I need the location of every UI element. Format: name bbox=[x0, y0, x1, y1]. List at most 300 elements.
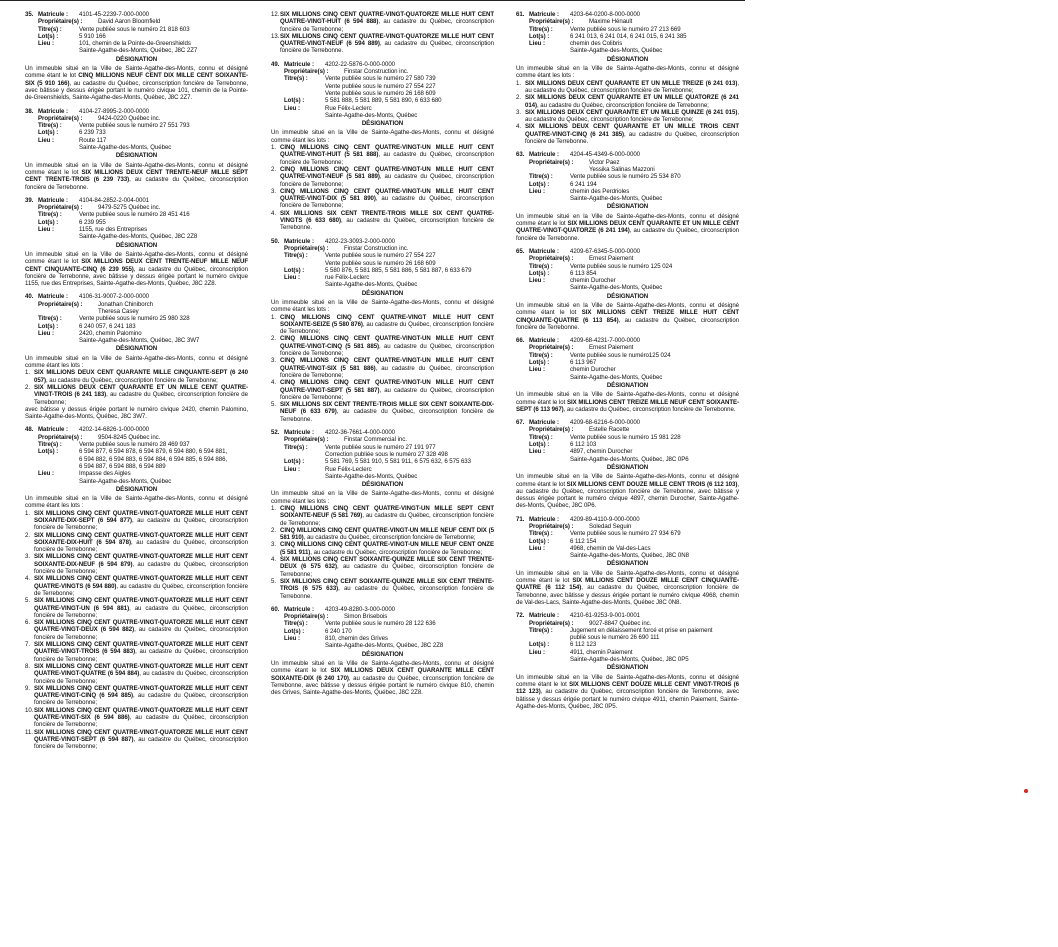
title-row bbox=[271, 260, 494, 267]
designation-heading: DÉSIGNATION bbox=[115, 485, 158, 493]
lot-cadastre: , au cadastre du Québec, circonscription foncière de Terrebonne; bbox=[525, 79, 739, 94]
lot-designation: SIX MILLIONS DEUX CENT QUARANTE MILLE CENT SOIXANTE-DIX (6 240 170) bbox=[271, 667, 494, 682]
matricule-value: 4202-22-5876-0-000-0000 bbox=[325, 60, 395, 68]
lot-cadastre: , au cadastre du Québec, circonscription foncière de Terrebonne. bbox=[280, 408, 494, 423]
owner-value: Theresa Casey bbox=[98, 307, 139, 315]
lot-cadastre: , au cadastre du Québec, circonscription foncière de Terrebonne; bbox=[310, 548, 483, 556]
lot-item-text bbox=[525, 123, 739, 145]
lot-cadastre: , au cadastre du Québec, circonscription foncière de Terrebonne; bbox=[34, 582, 248, 597]
matricule-row bbox=[516, 516, 739, 523]
field-label: Propriétaire(s) : bbox=[529, 344, 574, 352]
field-value: 6 241 194 bbox=[570, 180, 597, 188]
lot-item-number: 3. bbox=[271, 187, 276, 195]
lot-item bbox=[25, 553, 248, 575]
field-label: Lot(s) : bbox=[284, 458, 305, 466]
field-label: Matricule : bbox=[529, 515, 559, 523]
lot-item bbox=[25, 619, 248, 641]
matricule-value: 4204-45-4349-6-000-0000 bbox=[570, 151, 640, 159]
lot-item-number: 2. bbox=[516, 94, 521, 102]
field-label: Propriétaire(s) : bbox=[529, 523, 574, 530]
place-row bbox=[516, 456, 739, 463]
lot-item bbox=[271, 379, 494, 401]
designation-phrase: Un immeuble situé en la Ville de Sainte-Agathe-des-Monts, connu et désigné comme étant le lot bbox=[516, 673, 739, 688]
place-row bbox=[516, 47, 739, 54]
lot-cadastre: , au cadastre du Québec, circonscription foncière de Terrebonne; bbox=[280, 512, 494, 527]
field-label: Lieu : bbox=[284, 635, 300, 643]
title-row bbox=[516, 173, 739, 180]
designation-heading: DÉSIGNATION bbox=[115, 152, 158, 160]
entry-number: 60. bbox=[271, 605, 280, 613]
owner-row bbox=[25, 115, 248, 122]
matricule-value: 4210-61-9253-9-001-0001 bbox=[570, 612, 640, 620]
matricule-value: 4101-45-2239-7-000-0000 bbox=[79, 11, 149, 18]
field-value: 2420, chemin Palomino bbox=[79, 329, 142, 337]
lot-cadastre: , au cadastre du Québec, circonscription foncière de Terrebonne; bbox=[280, 320, 494, 336]
matricule-row bbox=[516, 419, 739, 426]
lot-item-text bbox=[280, 210, 494, 232]
lot-designation: SIX MILLIONS DEUX CENT QUARANTE ET UN MILLE TROIS CENT QUATRE-VINGT-CINQ (6 241 385) bbox=[525, 123, 739, 138]
lot-item-text bbox=[34, 575, 248, 597]
matricule-value: 4203-49-8280-3-000-0000 bbox=[325, 605, 395, 613]
field-value: Vente publiée sous le numéro 27 934 679 bbox=[570, 530, 681, 538]
owner-row bbox=[25, 308, 248, 315]
owner-value: Soledad Seguin bbox=[589, 523, 632, 530]
place-row bbox=[516, 366, 739, 373]
lot-cadastre: , au cadastre du Québec, circonscription foncière de Terrebonne; bbox=[46, 376, 218, 384]
lot-item-text bbox=[280, 335, 494, 357]
lot-item-number: 3. bbox=[271, 541, 276, 549]
column-1 bbox=[25, 11, 248, 757]
field-label: Lot(s) : bbox=[38, 32, 59, 40]
field-value: Vente publiée sous le numéro 27 554 227 bbox=[325, 82, 436, 90]
owner-value: Finstar Construction inc. bbox=[344, 68, 409, 76]
designation-phrase: Un immeuble situé en la Ville de Sainte-Agathe-des-Monts, connu et désigné comme étant le lot bbox=[516, 569, 739, 585]
lots-row bbox=[25, 219, 248, 226]
notice-entry bbox=[271, 238, 494, 423]
designation-heading: DÉSIGNATION bbox=[606, 463, 649, 471]
field-label: Matricule : bbox=[284, 429, 314, 437]
lot-designation: SIX MILLIONS CENT DOUZE MILLE CENT CINQUANTE-QUATRE (6 112 154) bbox=[516, 577, 739, 592]
designation-phrase: Un immeuble situé en la Ville de Sainte-Agathe-des-Monts, connu et désigné comme étant le lot bbox=[25, 161, 248, 176]
matricule-row bbox=[271, 238, 494, 245]
lot-item bbox=[25, 641, 248, 663]
title-row bbox=[271, 620, 494, 627]
lot-cadastre: , au cadastre du Québec, circonscription foncière de Terrebonne; bbox=[280, 342, 494, 358]
field-label: Lieu : bbox=[38, 136, 54, 144]
lot-designation: CINQ MILLIONS CINQ CENT QUATRE-VINGT-UN MILLE NEUF CENT ONZE (5 581 911) bbox=[280, 541, 494, 556]
field-value: Rue Félix-Leclerc bbox=[325, 104, 372, 112]
designation-phrase: Un immeuble situé en la Ville de Sainte-Agathe-des-Monts, connu et désigné comme étant le lot bbox=[271, 659, 494, 675]
owner-value: Victor Paez bbox=[589, 158, 620, 166]
field-value: 6 112 154 bbox=[570, 537, 597, 545]
lot-item-text bbox=[280, 401, 494, 423]
field-label: Titre(s) : bbox=[529, 25, 553, 33]
notice-entry bbox=[516, 419, 739, 510]
field-value: Route 117 bbox=[79, 136, 107, 144]
field-label: Propriétaire(s) : bbox=[529, 619, 574, 627]
title-row bbox=[25, 211, 248, 218]
place-row bbox=[25, 144, 248, 151]
field-label: Lieu : bbox=[529, 277, 545, 285]
lot-cadastre: , au cadastre du Québec, circonscription foncière de Terrebonne; bbox=[34, 648, 248, 663]
lot-designation: SIX MILLIONS CINQ CENT QUATRE-VINGT-QUATORZE MILLE HUIT CENT QUATRE-VINGT-SEPT (6 594 887) bbox=[34, 728, 248, 743]
field-value: 6 240 057, 6 241 183 bbox=[79, 322, 136, 330]
designation-text bbox=[271, 129, 494, 144]
field-value: Sainte-Agathe-des-Monts, Québec bbox=[79, 477, 172, 485]
lot-item bbox=[516, 94, 739, 109]
lot-designation: SIX MILLIONS DEUX CENT QUARANTE ET UN MILLE CENT QUATRE-VINGT-QUATORZE (6 241 194) bbox=[516, 220, 739, 235]
lot-item bbox=[271, 314, 494, 336]
lot-item-number: 4. bbox=[516, 123, 521, 131]
lot-item-text bbox=[280, 11, 494, 33]
place-row bbox=[516, 374, 739, 381]
field-value: Vente publiée sous le numéro 28 451 416 bbox=[79, 211, 190, 219]
continued-lots bbox=[271, 11, 494, 55]
field-label: Titre(s) : bbox=[38, 315, 62, 323]
matricule-value: 4209-89-4110-9-000-0000 bbox=[570, 515, 640, 523]
lot-item bbox=[516, 80, 739, 95]
field-value: 4897, chemin Durocher bbox=[570, 448, 633, 456]
lot-item-number: 4. bbox=[271, 209, 276, 217]
lot-list bbox=[271, 314, 494, 423]
lot-cadastre: , au cadastre du Québec, circonscription foncière de Terrebonne; bbox=[280, 18, 494, 33]
designation-heading: DÉSIGNATION bbox=[361, 289, 404, 297]
field-value: Vente publiée sous le numéro 27 213 669 bbox=[570, 25, 681, 33]
lot-item-number: 1. bbox=[271, 144, 276, 152]
title-row bbox=[271, 444, 494, 451]
field-value: chemin des Colibris bbox=[570, 40, 623, 48]
notice-entry bbox=[271, 61, 494, 232]
field-value: Vente publiée sous le numéro 26 168 609 bbox=[325, 259, 436, 267]
matricule-value: 4106-31-9007-2-000-0000 bbox=[79, 293, 149, 301]
owner-row bbox=[516, 255, 739, 262]
field-value: Vente publiée sous le numéro 21 818 603 bbox=[79, 25, 190, 33]
field-label: Lieu : bbox=[284, 465, 300, 473]
field-label: Propriétaire(s) : bbox=[38, 433, 83, 441]
lots-row bbox=[25, 456, 248, 463]
lot-item bbox=[25, 597, 248, 619]
lot-item-number: 12. bbox=[271, 11, 280, 18]
lot-item-number: 2. bbox=[25, 531, 30, 539]
lot-cadastre: , au cadastre du Québec, circonscription foncière de Terrebonne; bbox=[34, 391, 248, 406]
notice-entry bbox=[516, 11, 739, 145]
owner-value: Finstar Commercial inc. bbox=[344, 436, 407, 444]
place-row bbox=[516, 195, 739, 202]
designation-heading: DÉSIGNATION bbox=[606, 203, 649, 211]
lot-item bbox=[271, 210, 494, 232]
designation-phrase: , au cadastre du Québec, circonscription foncière de Terrebonne, avec bâtisse y dessus érigée portant le numéro civique 810, chemin des Grives, Sainte-Agathe-des-Monts, Québec, J8C 2Z8. bbox=[271, 674, 494, 697]
lot-item bbox=[516, 109, 739, 124]
field-label: Titre(s) : bbox=[529, 626, 553, 634]
lot-item bbox=[25, 685, 248, 707]
field-value: 6 113 967 bbox=[570, 359, 597, 367]
place-row bbox=[271, 473, 494, 480]
designation-phrase: , au cadastre du Québec, circonscription foncière de Terrebonne, avec bâtisse y dessus érigée portant le numéro civique 4968, chemin de Val-des-Lacs, Sainte-Agathe-des-Monts, Québec J8C 0N8. bbox=[516, 584, 739, 606]
field-label: Matricule : bbox=[284, 237, 314, 245]
field-label: Lieu : bbox=[38, 226, 54, 234]
lot-item bbox=[271, 144, 494, 166]
entry-number: 38. bbox=[25, 107, 34, 115]
place-row bbox=[25, 330, 248, 337]
lot-item bbox=[25, 369, 248, 384]
entry-number: 71. bbox=[516, 515, 525, 523]
lot-designation: CINQ MILLIONS CINQ CENT QUATRE-VINGT-UN MILLE HUIT CENT QUATRE-VINGT-CINQ (5 581 885) bbox=[280, 335, 494, 350]
matricule-row bbox=[271, 61, 494, 68]
lot-item bbox=[25, 729, 248, 751]
matricule-row bbox=[516, 612, 739, 619]
designation-text bbox=[516, 570, 739, 606]
field-value: chemin Durocher bbox=[570, 277, 616, 285]
designation-phrase: , au cadastre du Québec, circonscription foncière de Terrebonne, avec bâtisse y dessus érigée portant le numéro civique 4897, chemin Durocher, Sainte-Agathe-des-Monts, Québec, J8C 0P6. bbox=[516, 480, 739, 510]
lot-item-text bbox=[34, 707, 248, 729]
field-value: Impasse des Aigles bbox=[79, 470, 131, 478]
lot-item-number: 3. bbox=[25, 553, 30, 561]
entry-number: 35. bbox=[25, 11, 34, 18]
field-value: Sainte-Agathe-des-Monts, Québec bbox=[570, 284, 663, 292]
field-value: 810, chemin des Grives bbox=[325, 635, 388, 643]
owner-value: 9027-8847 Québec inc. bbox=[589, 619, 652, 627]
lots-row bbox=[271, 267, 494, 274]
owner-row bbox=[516, 523, 739, 530]
title-row bbox=[516, 352, 739, 359]
lot-item-number: 8. bbox=[25, 662, 30, 670]
field-label: Titre(s) : bbox=[284, 252, 308, 260]
matricule-row bbox=[25, 11, 248, 18]
lot-cadastre: , au cadastre du Québec, circonscription foncière de Terrebonne; bbox=[537, 101, 709, 109]
entry-number: 48. bbox=[25, 426, 34, 434]
lot-cadastre: , au cadastre du Québec, circonscription foncière de Terrebonne. bbox=[280, 217, 494, 232]
field-label: Propriétaire(s) : bbox=[38, 204, 83, 212]
entry-number: 49. bbox=[271, 60, 280, 68]
entry-number: 50. bbox=[271, 237, 280, 245]
lot-item bbox=[516, 123, 739, 145]
place-row bbox=[516, 552, 739, 559]
place-row bbox=[271, 635, 494, 642]
field-value: Jugement en délaissement forcé et prise en paiement bbox=[570, 626, 713, 634]
lot-cadastre: , au cadastre du Québec, circonscription foncière de Terrebonne; bbox=[280, 364, 494, 379]
field-label: Propriétaire(s) : bbox=[529, 255, 574, 263]
field-value: Vente publiée sous le numéro 27 191 977 bbox=[325, 443, 436, 451]
field-label: Lieu : bbox=[529, 40, 545, 48]
place-row bbox=[271, 466, 494, 473]
field-value: rue Félix-Leclerc bbox=[325, 274, 370, 282]
lot-item-number: 4. bbox=[25, 575, 30, 583]
lot-cadastre: , au cadastre du Québec, circonscription foncière de Terrebonne; bbox=[34, 692, 248, 707]
lot-item-text bbox=[34, 597, 248, 619]
owner-row bbox=[516, 620, 739, 627]
lot-cadastre: , au cadastre du Québec, circonscription foncière de Terrebonne; bbox=[34, 517, 248, 532]
notice-entry bbox=[516, 151, 739, 242]
owner-value: Ernest Paiement bbox=[589, 344, 634, 352]
lot-list bbox=[25, 510, 248, 751]
field-label: Titre(s) : bbox=[284, 620, 308, 628]
matricule-value: 4209-68-4231-7-000-0000 bbox=[570, 337, 640, 345]
lot-designation: SIX MILLIONS DEUX CENT QUARANTE ET UN MILLE QUATORZE (6 241 014) bbox=[525, 94, 739, 109]
lot-designation: SIX MILLIONS SIX CENT TRENTE-TROIS MILLE SIX CENT SOIXANTE-DIX-NEUF (6 633 679) bbox=[280, 401, 494, 416]
place-row bbox=[516, 656, 739, 663]
lot-item-text bbox=[280, 314, 494, 336]
field-value: 4968, chemin de Val-des-Lacs bbox=[570, 544, 651, 552]
field-value: Rue Félix-Leclerc bbox=[325, 465, 372, 473]
field-label: Lot(s) : bbox=[529, 32, 550, 40]
entry-number: 61. bbox=[516, 11, 525, 18]
title-row bbox=[516, 26, 739, 33]
lot-designation: SIX MILLIONS CINQ CENT QUATRE-VINGT-QUATORZE MILLE HUIT CENT QUATRE-VINGT-TROIS (6 594 883) bbox=[34, 641, 248, 656]
designation-phrase: , au cadastre du Québec, circonscription foncière de Terrebonne, avec bâtisse y dessus érigée portant le numéro civique 4911, chemin Paiement, Sainte-Agathe-des-Monts, Québec, J8C 0P5. bbox=[516, 688, 739, 710]
matricule-value: 4202-14-6826-1-000-0000 bbox=[79, 426, 149, 434]
designation-text bbox=[271, 299, 494, 314]
lot-item-number: 5. bbox=[25, 597, 30, 605]
lot-designation: SIX MILLIONS CINQ CENT QUATRE-VINGT-QUATORZE MILLE HUIT CENT QUATRE-VINGT-UN (6 594 881) bbox=[34, 597, 248, 612]
notice-entry bbox=[25, 108, 248, 191]
field-value: 5 581 769, 5 581 910, 5 581 911, 6 575 632, 6 575 633 bbox=[325, 458, 471, 466]
matricule-row bbox=[25, 426, 248, 433]
lots-row bbox=[516, 359, 739, 366]
entry-number: 66. bbox=[516, 337, 525, 345]
field-label: Lot(s) : bbox=[529, 537, 550, 545]
lot-item-text bbox=[280, 166, 494, 188]
column-3 bbox=[516, 11, 739, 716]
lot-item-text bbox=[34, 685, 248, 707]
title-row bbox=[271, 252, 494, 259]
field-label: Lot(s) : bbox=[529, 441, 550, 449]
field-value: publié sous le numéro 26 690 111 bbox=[570, 634, 660, 642]
field-value: Vente publiée sous le numéro 125 024 bbox=[570, 262, 673, 270]
designation-text bbox=[25, 495, 248, 510]
field-label: Titre(s) : bbox=[38, 25, 62, 33]
owner-row bbox=[516, 166, 739, 173]
title-row bbox=[516, 434, 739, 441]
title-row bbox=[271, 75, 494, 82]
matricule-row bbox=[25, 108, 248, 115]
lot-item-text bbox=[525, 80, 739, 95]
field-value: 6 112 123 bbox=[570, 641, 597, 649]
designation-phrase: Un immeuble situé en la Ville de Sainte-Agathe-des-Monts, connu et désigné comme étant les lots : bbox=[25, 354, 248, 370]
place-row bbox=[516, 448, 739, 455]
lot-designation: SIX MILLIONS CINQ CENT QUATRE-VINGT-QUATORZE MILLE HUIT CENT QUATRE-VINGT-CINQ (6 594 885) bbox=[34, 684, 248, 700]
field-label: Matricule : bbox=[529, 247, 559, 255]
place-row bbox=[25, 470, 248, 477]
lot-item-number: 11. bbox=[25, 728, 33, 736]
designation-text bbox=[516, 473, 739, 509]
field-value: Sainte-Agathe-des-Monts, Québec bbox=[79, 144, 172, 152]
lot-designation: SIX MILLIONS CENT TREIZE MILLE HUIT CENT CINQUANTE-QUATRE (6 113 854) bbox=[516, 309, 739, 324]
lot-item-number: 2. bbox=[271, 526, 276, 534]
field-label: Matricule : bbox=[38, 11, 68, 18]
lot-item-number: 10. bbox=[25, 706, 34, 714]
field-value: 6 594 877, 6 594 878, 6 594 879, 6 594 880, 6 594 881, bbox=[79, 448, 228, 456]
lots-row bbox=[271, 628, 494, 635]
owner-value: Maxime Hénault bbox=[589, 18, 633, 26]
designation-text bbox=[516, 65, 739, 80]
title-row bbox=[516, 627, 739, 634]
title-row bbox=[25, 26, 248, 33]
lot-cadastre: , au cadastre du Québec, circonscription foncière de Terrebonne. bbox=[280, 40, 494, 55]
field-value: 5 580 876, 5 581 885, 5 581 886, 5 581 887, 6 633 679 bbox=[325, 266, 472, 274]
notice-entry bbox=[516, 612, 739, 710]
title-row bbox=[25, 122, 248, 129]
matricule-row bbox=[271, 606, 494, 613]
designation-text bbox=[516, 674, 739, 710]
owner-value: Simon Brisebois bbox=[344, 613, 388, 621]
lot-designation: SIX MILLIONS DEUX CENT TRENTE-NEUF MILLE SEPT CENT TRENTE-TROIS (6 239 733) bbox=[25, 168, 248, 184]
field-label: Matricule : bbox=[284, 60, 314, 68]
field-label: Matricule : bbox=[38, 196, 68, 204]
notice-entry bbox=[25, 11, 248, 102]
lot-item bbox=[271, 166, 494, 188]
field-label: Propriétaire(s) : bbox=[529, 18, 574, 26]
designation-phrase: Un immeuble situé en la Ville de Sainte-Agathe-des-Monts, connu et désigné comme étant le lot bbox=[516, 301, 739, 317]
designation-phrase: Un immeuble situé en la Ville de Sainte-Agathe-des-Monts, connu et désigné comme étant les lots : bbox=[271, 129, 494, 144]
field-label: Lot(s) : bbox=[38, 448, 59, 456]
lot-designation: CINQ MILLIONS CINQ CENT QUATRE-VINGT-UN MILLE HUIT CENT QUATRE-VINGT-SIX (5 581 886) bbox=[280, 357, 494, 372]
designation-phrase: , au cadastre du Québec, circonscription foncière de Terrebonne. bbox=[25, 176, 248, 191]
designation-text bbox=[271, 490, 494, 505]
lot-item bbox=[25, 384, 248, 406]
lot-designation: SIX MILLIONS CINQ CENT QUATRE-VINGT-QUATORZE MILLE HUIT CENT QUATRE-VINGT-NEUF (6 594 889) bbox=[280, 32, 494, 48]
lot-designation: CINQ MILLIONS CINQ CENT QUATRE-VINGT-UN MILLE NEUF CENT DIX (5 581 910) bbox=[280, 526, 494, 542]
field-label: Titre(s) : bbox=[529, 433, 553, 441]
designation-phrase: Un immeuble situé en la Ville de Sainte-Agathe-des-Monts, connu et désigné comme étant le lot bbox=[25, 65, 248, 80]
field-label: Matricule : bbox=[38, 107, 68, 115]
designation-text bbox=[271, 660, 494, 696]
designation-heading: DÉSIGNATION bbox=[606, 664, 649, 672]
title-row bbox=[271, 90, 494, 97]
designation-phrase: , au cadastre du Québec, circonscription foncière de Terrebonne, avec bâtisse y dessus érigée portant le numéro civique 101, chemin de la Pointe-de-Greenshields, Sainte-Agathe-des-Monts, Québec, J8C 2Z7. bbox=[25, 79, 248, 102]
entry-number: 65. bbox=[516, 247, 525, 255]
owner-row bbox=[271, 68, 494, 75]
field-label: Lot(s) : bbox=[529, 359, 550, 367]
field-value: Vente publiée sous le numéro 27 554 227 bbox=[325, 252, 436, 260]
matricule-row bbox=[516, 151, 739, 158]
place-row bbox=[25, 137, 248, 144]
field-label: Lieu : bbox=[529, 187, 545, 195]
lots-row bbox=[516, 181, 739, 188]
field-label: Lot(s) : bbox=[38, 129, 59, 137]
field-value: Vente publiée sous le numéro 25 534 870 bbox=[570, 173, 681, 181]
lot-item-number: 1. bbox=[271, 505, 276, 512]
title-row bbox=[271, 451, 494, 458]
lot-list bbox=[271, 144, 494, 232]
owner-row bbox=[271, 613, 494, 620]
lot-item-text bbox=[34, 619, 248, 641]
column-2 bbox=[271, 11, 494, 702]
lot-item-number: 1. bbox=[25, 369, 30, 377]
field-label: Lieu : bbox=[38, 470, 54, 478]
lot-item-text bbox=[34, 729, 248, 751]
designation-phrase: Un immeuble situé en la Ville de Sainte-Agathe-des-Monts, connu et désigné comme étant le lot bbox=[516, 391, 739, 406]
field-label: Propriétaire(s) : bbox=[284, 436, 329, 444]
field-label: Matricule : bbox=[38, 293, 68, 301]
lot-cadastre: , au cadastre du Québec, circonscription foncière de Terrebonne; bbox=[34, 538, 248, 554]
field-label: Matricule : bbox=[38, 426, 68, 434]
field-label: Titre(s) : bbox=[529, 351, 553, 359]
lot-designation: CINQ MILLIONS CINQ CENT QUATRE-VINGT-UN MILLE HUIT CENT QUATRE-VINGT-HUIT (5 581 888) bbox=[280, 144, 494, 159]
lots-row bbox=[25, 448, 248, 455]
field-label: Lot(s) : bbox=[284, 627, 305, 635]
field-label: Propriétaire(s) : bbox=[284, 244, 329, 252]
matricule-value: 4202-36-7661-4-000-0000 bbox=[325, 429, 395, 437]
field-label: Propriétaire(s) : bbox=[284, 68, 329, 76]
lot-list bbox=[25, 369, 248, 405]
owner-row bbox=[516, 18, 739, 25]
field-value: 6 240 170 bbox=[325, 627, 352, 635]
matricule-row bbox=[516, 248, 739, 255]
place-row bbox=[516, 545, 739, 552]
lot-designation: SIX MILLIONS CENT DOUZE MILLE CENT TROIS (6 112 103) bbox=[566, 480, 738, 488]
owner-value: David Aaron Bloomfield bbox=[98, 18, 161, 26]
lots-row bbox=[516, 641, 739, 648]
